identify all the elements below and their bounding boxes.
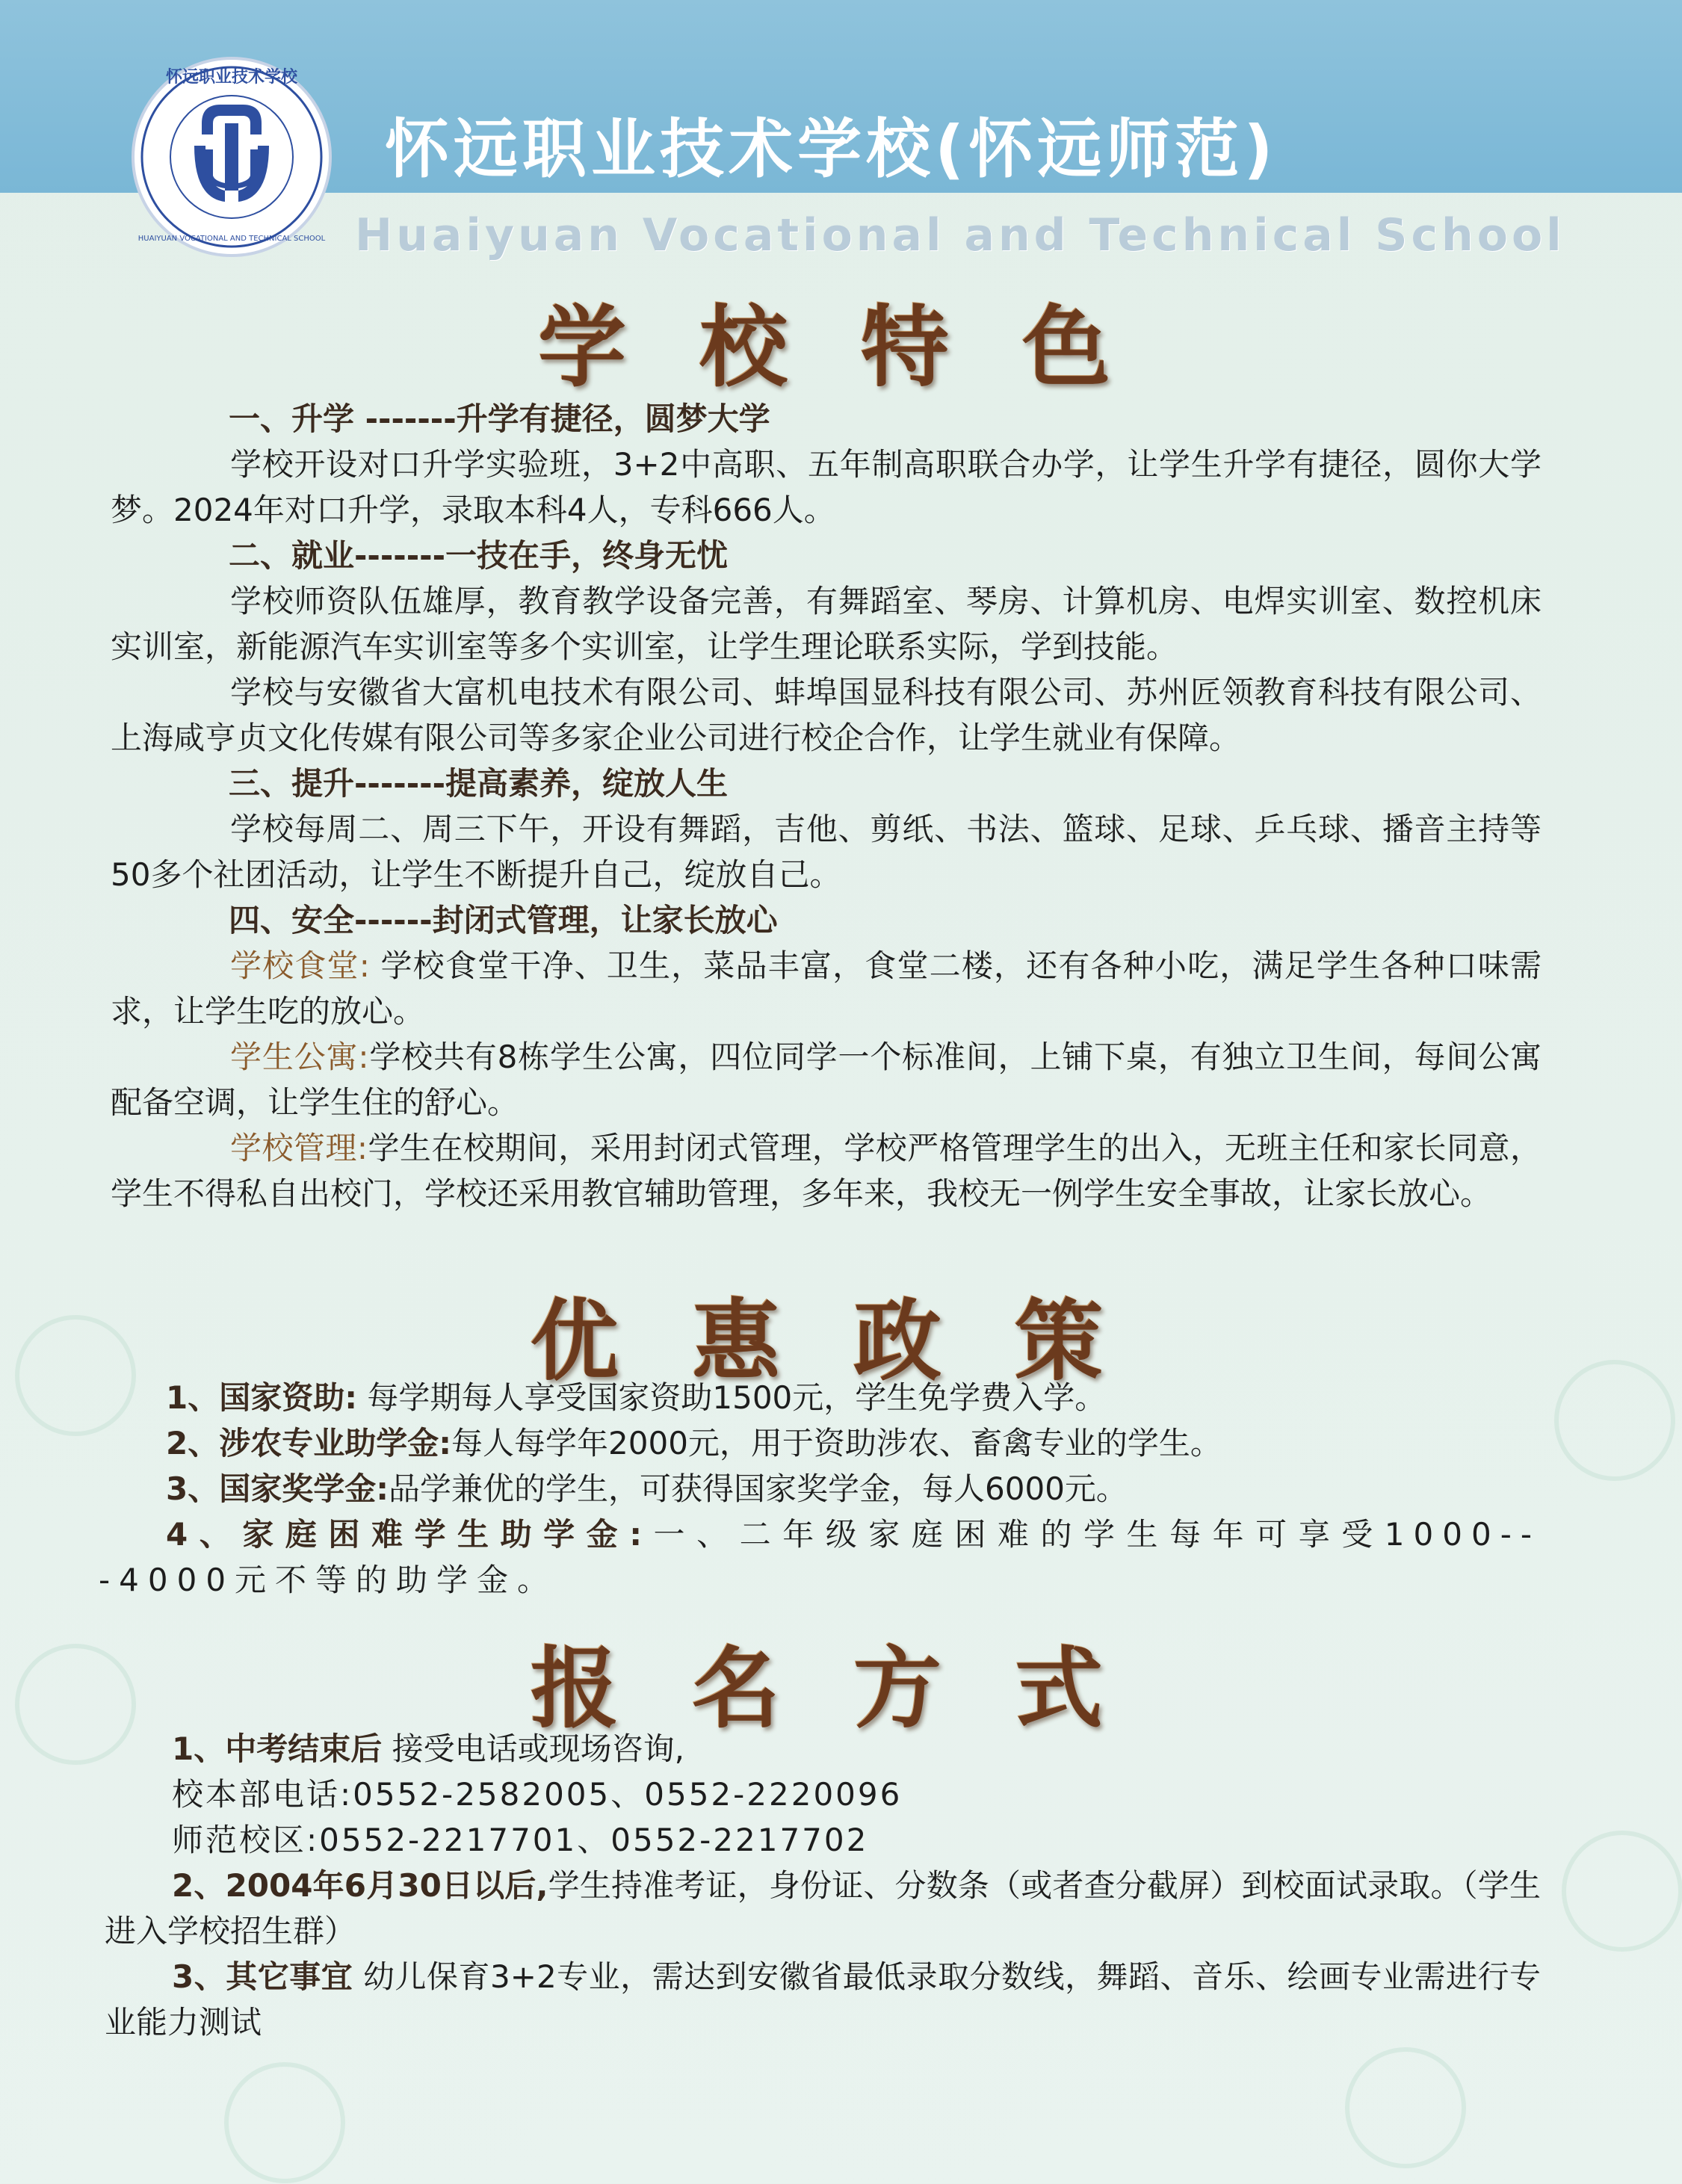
features-paragraph-2: 学校师资队伍雄厚，教育教学设备完善，有舞蹈室、琴房、计算机房、电焊实训室、数控机床实训室，新能源汽车实训室等多个实训室，让学生理论联系实际，学到技能。 xyxy=(111,583,1542,665)
registration-item-1-text: 接受电话或现场咨询, xyxy=(382,1730,684,1767)
canteen-label: 学校食堂: xyxy=(230,947,370,984)
section-title-features: 学校特色 xyxy=(538,295,1184,399)
watermark-circle xyxy=(1554,1360,1675,1481)
policy-item-4 xyxy=(99,1512,1541,1603)
management-paragraph xyxy=(111,1125,1542,1216)
policy-item-3 xyxy=(99,1466,1541,1512)
policy-item-1-text: 每学期每人享受国家资助1500元，学生免学费入学。 xyxy=(357,1379,1107,1416)
logo-text-top: 怀远职业技术学校 xyxy=(165,67,298,87)
registration-item-2-label: 2、2004年6月30日以后, xyxy=(172,1867,548,1904)
policy-item-2 xyxy=(99,1420,1541,1466)
logo-text-bottom: HUAIYUAN VOCATIONAL AND TECHNICAL SCHOOL xyxy=(137,235,326,243)
policy-item-3-label: 3、国家奖学金: xyxy=(166,1470,389,1507)
canteen-text: 学校食堂干净、卫生，菜品丰富，食堂二楼，还有各种小吃，满足学生各种口味需求，让学生吃的放心。 xyxy=(111,947,1542,1030)
registration-item-2-text: 学生持准考证，身份证、分数条（或者查分截屏）到校面试录取。（学生进入学校招生群） xyxy=(105,1867,1541,1949)
management-label: 学校管理: xyxy=(230,1130,368,1166)
features-paragraph-3: 学校与安徽省大富机电技术有限公司、蚌埠国显科技有限公司、苏州匠领教育科技有限公司、上海咸亨贞文化传媒有限公司等多家企业公司进行校企合作，让学生就业有保障。 xyxy=(111,674,1542,756)
registration-item-3 xyxy=(105,1954,1541,2045)
features-heading-4: 四、安全------封闭式管理，让家长放心 xyxy=(229,902,778,938)
features-paragraph-1: 学校开设对口升学实验班，3+2中高职、五年制高职联合办学，让学生升学有捷径，圆你大学梦。2024年对口升学，录取本科4人，专科666人。 xyxy=(111,446,1542,528)
school-subtitle: Huaiyuan Vocational and Technical School xyxy=(355,209,1565,262)
phone-main-campus: 校本部电话:0552-2582005、0552-2220096 xyxy=(172,1776,903,1813)
features-heading-1: 一、升学 -------升学有捷径，圆梦大学 xyxy=(229,400,770,437)
watermark-circle xyxy=(1562,1831,1682,1952)
policy-item-1 xyxy=(99,1375,1541,1420)
policy-item-1-label: 1、国家资助: xyxy=(166,1379,358,1416)
registration-content xyxy=(105,1726,1541,2045)
dorm-text: 学校共有8栋学生公寓，四位同学一个标准间，上铺下桌，有独立卫生间，每间公寓配备空调，让学生住的舒心。 xyxy=(111,1039,1542,1121)
registration-item-3-text: 幼儿保育3+2专业，需达到安徽省最低录取分数线，舞蹈、音乐、绘画专业需进行专业能力测试 xyxy=(105,1958,1541,2041)
features-heading-2: 二、就业-------一技在手，终身无忧 xyxy=(229,537,729,574)
dorm-label: 学生公寓: xyxy=(230,1039,369,1075)
phone-normal-campus: 师范校区:0552-2217701、0552-2217702 xyxy=(172,1822,869,1858)
registration-item-3-label: 3、其它事宜 xyxy=(172,1958,353,1995)
policy-item-3-text: 品学兼优的学生，可获得国家奖学金，每人6000元。 xyxy=(389,1470,1128,1507)
policy-item-4-text: 一、二年级家庭困难的学生每年可享受1000---4000元不等的助学金。 xyxy=(99,1516,1541,1598)
policy-item-2-label: 2、涉农专业助学金: xyxy=(166,1425,452,1461)
watermark-circle xyxy=(224,2062,345,2183)
policies-content xyxy=(99,1375,1541,1603)
registration-item-1 xyxy=(105,1726,1541,1772)
registration-item-1-label: 1、中考结束后 xyxy=(172,1730,383,1767)
section-title-policies: 优惠政策 xyxy=(531,1289,1177,1393)
policy-item-4-label: 4、家庭困难学生助学金: xyxy=(166,1516,652,1553)
features-paragraph-4: 学校每周二、周三下午，开设有舞蹈，吉他、剪纸、书法、篮球、足球、乒乓球、播音主持等50多个社团活动，让学生不断提升自己，绽放自己。 xyxy=(111,811,1542,893)
section-title-registration: 报名方式 xyxy=(531,1636,1177,1740)
dorm-paragraph xyxy=(111,1034,1542,1125)
features-heading-3: 三、提升-------提高素养，绽放人生 xyxy=(229,765,729,802)
canteen-paragraph xyxy=(111,943,1542,1034)
features-content xyxy=(111,396,1542,1216)
school-title: 怀远职业技术学校(怀远师范) xyxy=(385,112,1278,187)
registration-item-2 xyxy=(105,1863,1541,1954)
school-logo xyxy=(131,52,333,265)
management-text: 学生在校期间，采用封闭式管理，学校严格管理学生的出入，无班主任和家长同意，学生不得私自出校门，学校还采用教官辅助管理，多年来，我校无一例学生安全事故，让家长放心。 xyxy=(111,1130,1542,1212)
watermark-circle xyxy=(1345,2047,1466,2168)
policy-item-2-text: 每人每学年2000元，用于资助涉农、畜禽专业的学生。 xyxy=(451,1425,1222,1461)
